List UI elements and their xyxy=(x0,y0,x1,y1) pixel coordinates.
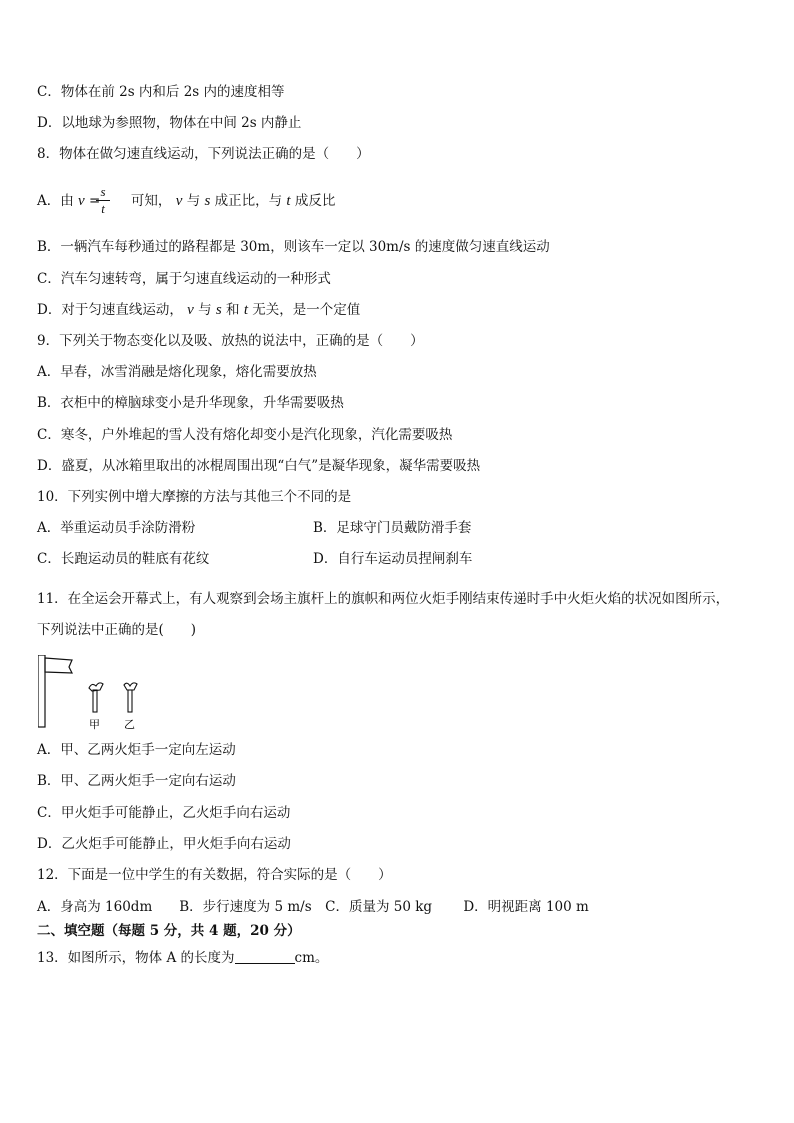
option-11a: A．甲、乙两火炬手一定向左运动 xyxy=(37,742,236,758)
numerator: s xyxy=(100,184,106,199)
question-13 xyxy=(37,949,328,967)
option-7d: D．以地球为参照物，物体在中间 2s 内静止 xyxy=(37,115,302,131)
section-heading-fill-in: 二、填空题（每题 5 分，共 4 题，20 分） xyxy=(37,923,301,939)
text: 可知， xyxy=(130,193,172,209)
fraction-s-over-t xyxy=(96,185,110,216)
text: 13．如图所示，物体 A 的长度为 xyxy=(37,950,235,966)
answer-blank[interactable] xyxy=(235,949,295,964)
question-12: 12．下面是一位中学生的有关数据，符合实际的是（ ） xyxy=(37,867,392,883)
label-jia: 甲 xyxy=(89,718,100,731)
option-8d xyxy=(37,301,360,319)
text: 成正比，与 xyxy=(214,193,283,209)
denominator: t xyxy=(101,201,105,216)
option-10c: C．长跑运动员的鞋底有花纹 xyxy=(37,551,210,567)
text: 和 xyxy=(226,302,240,318)
option-8c: C．汽车匀速转弯，属于匀速直线运动的一种形式 xyxy=(37,271,331,287)
option-9a: A．早春，冰雪消融是熔化现象，熔化需要放热 xyxy=(37,364,317,380)
option-8a xyxy=(37,192,335,210)
question-11-line2: 下列说法中正确的是( ) xyxy=(37,622,197,638)
torch-yi xyxy=(124,683,137,731)
option-11b: B．甲、乙两火炬手一定向右运动 xyxy=(37,773,236,789)
flagpole xyxy=(38,655,45,727)
question-9: 9．下列关于物态变化以及吸、放热的说法中，正确的是（ ） xyxy=(37,333,424,349)
question-11-line1: 11．在全运会开幕式上，有人观察到会场主旗杆上的旗帜和两位火炬手刚结束传递时手中火炬火焰的状况如图所示， xyxy=(37,591,730,607)
label-yi: 乙 xyxy=(124,718,135,731)
var-t: t xyxy=(286,193,291,209)
option-9d: D．盛夏，从冰箱里取出的冰棍周围出现“白气”是凝华现象，凝华需要吸热 xyxy=(37,458,481,474)
torch-handle-jia xyxy=(93,690,97,712)
var-t: t xyxy=(243,302,248,318)
option-10a: A．举重运动员手涂防滑粉 xyxy=(37,520,196,536)
option-7c: C．物体在前 2s 内和后 2s 内的速度相等 xyxy=(37,84,285,100)
option-8b: B．一辆汽车每秒通过的路程都是 30m，则该车一定以 30m/s 的速度做匀速直线运动 xyxy=(37,239,550,255)
option-11c: C．甲火炬手可能静止，乙火炬手向右运动 xyxy=(37,805,291,821)
option-9b: B．衣柜中的樟脑球变小是升华现象，升华需要吸热 xyxy=(37,395,344,411)
text: 成反比 xyxy=(294,193,336,209)
equals: = xyxy=(89,193,101,209)
text: 与 xyxy=(198,302,212,318)
text: cm。 xyxy=(294,950,329,966)
question-8: 8．物体在做匀速直线运动，下列说法正确的是（ ） xyxy=(37,146,370,162)
text: 与 xyxy=(186,193,201,209)
var-v: v xyxy=(78,193,85,209)
torch-jia xyxy=(89,683,103,731)
flag xyxy=(45,658,72,673)
flag-torch-figure xyxy=(38,655,148,735)
question-10: 10．下列实例中增大摩擦的方法与其他三个不同的是 xyxy=(37,489,352,505)
flame-yi xyxy=(124,683,137,690)
option-11d: D．乙火炬手可能静止，甲火炬手向右运动 xyxy=(37,836,291,852)
option-10b: B．足球守门员戴防滑手套 xyxy=(313,520,472,536)
var-s: s xyxy=(215,302,222,318)
options-12: A．身高为 160dm B．步行速度为 5 m/s C．质量为 50 kg D．明视距离 100 m xyxy=(37,899,589,915)
var-v: v xyxy=(175,193,183,209)
option-9c: C．寒冬，户外堆起的雪人没有熔化却变小是汽化现象，汽化需要吸热 xyxy=(37,427,453,443)
text: D．对于匀速直线运动， xyxy=(37,302,183,318)
text: A．由 xyxy=(37,193,74,209)
torch-handle-yi xyxy=(128,690,132,712)
option-10d: D．自行车运动员捏闸刹车 xyxy=(313,551,473,567)
var-s: s xyxy=(204,193,211,209)
text: 无关，是一个定值 xyxy=(252,302,361,318)
var-v: v xyxy=(187,302,194,318)
